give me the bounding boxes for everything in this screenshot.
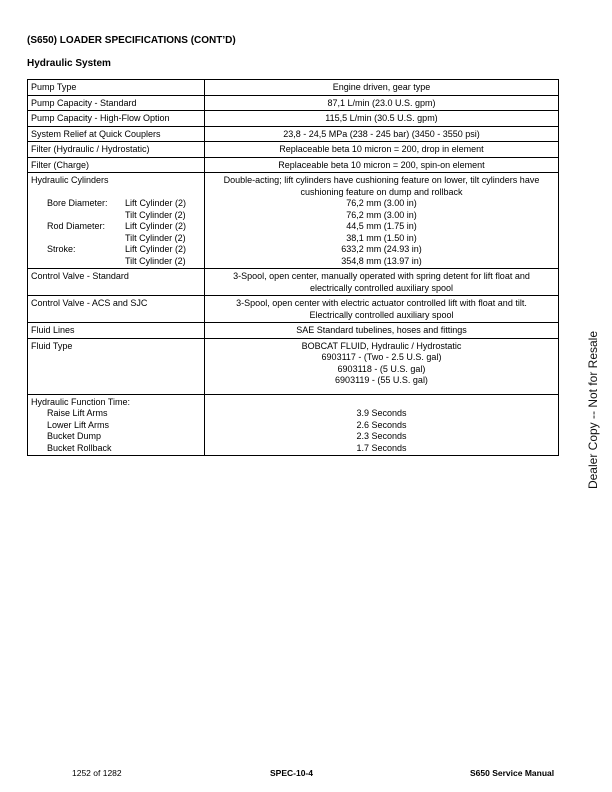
rollback-label: Bucket Rollback: [47, 442, 112, 453]
spec-label: Pump Capacity - Standard: [28, 95, 205, 111]
spec-value: 87,1 L/min (23.0 U.S. gpm): [205, 95, 559, 111]
tilt-cylinder-label: Tilt Cylinder (2): [125, 232, 186, 243]
spec-label: Fluid Lines: [28, 323, 205, 339]
cylinders-desc-line: Double-acting; lift cylinders have cushioning feature on lower, tilt cylinders have: [223, 175, 540, 185]
page-code: SPEC-10-4: [270, 768, 313, 778]
stroke-lift-row: [31, 244, 201, 256]
hydraulic-spec-table: [27, 79, 559, 456]
table-row: [28, 394, 559, 456]
section-title: Hydraulic System: [27, 58, 111, 69]
lift-cylinder-label: Lift Cylinder (2): [125, 244, 187, 254]
raise-value: 3.9 Seconds: [356, 408, 407, 418]
spec-value: [205, 394, 559, 456]
spec-label: [28, 173, 205, 269]
table-row: [28, 157, 559, 173]
dump-value: 2.3 Seconds: [356, 431, 407, 441]
page-heading: (S650) LOADER SPECIFICATIONS (CONT’D): [27, 35, 236, 46]
spec-label: System Relief at Quick Couplers: [28, 126, 205, 142]
table-row: [28, 142, 559, 158]
rod-label: Rod Diameter:: [47, 221, 106, 231]
bore-lift-value: 76,2 mm (3.00 in): [346, 198, 417, 208]
table-row: [28, 296, 559, 323]
cylinders-desc-line: cushioning feature on dump and rollback: [300, 186, 463, 197]
stroke-tilt-value: 354,8 mm (13.97 in): [341, 255, 422, 266]
value-line: 6903118 - (5 U.S. gal): [337, 363, 426, 374]
spec-label: Pump Capacity - High-Flow Option: [28, 111, 205, 127]
dump-label: Bucket Dump: [47, 431, 102, 441]
lower-label: Lower Lift Arms: [47, 419, 110, 430]
spec-value: 115,5 L/min (30.5 U.S. gpm): [205, 111, 559, 127]
bore-tilt-value: 76,2 mm (3.00 in): [346, 209, 417, 220]
rod-lift-row: [31, 221, 201, 233]
value-line: 3-Spool, open center with electric actuator controlled lift with float and tilt.: [236, 298, 527, 308]
spec-label: [28, 394, 205, 456]
table-row: [28, 338, 559, 394]
tilt-cylinder-label: Tilt Cylinder (2): [125, 255, 186, 266]
stroke-label: Stroke:: [47, 244, 76, 254]
spec-value: [205, 269, 559, 296]
stroke-tilt-row: [31, 256, 201, 268]
cylinders-label: Hydraulic Cylinders: [31, 175, 109, 185]
rollback-value: 1.7 Seconds: [356, 442, 407, 453]
raise-label: Raise Lift Arms: [47, 408, 108, 418]
manual-title: S650 Service Manual: [470, 768, 555, 778]
lower-value: 2.6 Seconds: [356, 419, 407, 430]
spec-value: 23,8 - 24,5 MPa (238 - 245 bar) (3450 - 3550 psi): [205, 126, 559, 142]
table-row: [28, 126, 559, 142]
lift-cylinder-label: Lift Cylinder (2): [125, 198, 187, 208]
spec-label: Filter (Charge): [28, 157, 205, 173]
spec-value: [205, 173, 559, 269]
page-count: 1252 of 1282: [72, 768, 122, 778]
spec-value: Replaceable beta 10 micron = 200, drop in element: [205, 142, 559, 158]
stroke-lift-value: 633,2 mm (24.93 in): [341, 244, 422, 254]
value-line: 6903119 - (55 U.S. gal): [335, 375, 428, 385]
table-row: [28, 269, 559, 296]
spec-label: Filter (Hydraulic / Hydrostatic): [28, 142, 205, 158]
table-row: [28, 80, 559, 96]
spec-label: Pump Type: [28, 80, 205, 96]
bore-tilt-row: [31, 210, 201, 222]
spec-value: Engine driven, gear type: [205, 80, 559, 96]
rod-tilt-row: [31, 233, 201, 245]
spec-label: Fluid Type: [28, 338, 205, 394]
rod-tilt-value: 38,1 mm (1.50 in): [346, 232, 417, 243]
value-line: BOBCAT FLUID, Hydraulic / Hydrostatic: [301, 340, 462, 351]
spec-value: SAE Standard tubelines, hoses and fittings: [205, 323, 559, 339]
function-time-label: Hydraulic Function Time:: [31, 396, 131, 407]
spec-value: [205, 296, 559, 323]
dealer-copy-watermark: Dealer Copy -- Not for Resale: [586, 330, 600, 490]
value-line: electrically controlled auxiliary spool: [309, 282, 454, 293]
value-line: 6903117 - (Two - 2.5 U.S. gal): [321, 352, 442, 362]
table-row: [28, 111, 559, 127]
value-line: 3-Spool, open center, manually operated with spring detent for lift float and: [233, 271, 530, 281]
table-row: [28, 95, 559, 111]
table-row: [28, 173, 559, 269]
bore-label: Bore Diameter:: [47, 198, 108, 208]
rod-lift-value: 44,5 mm (1.75 in): [346, 221, 417, 231]
bore-lift-row: [31, 198, 201, 210]
spec-label: Control Valve - ACS and SJC: [28, 296, 205, 323]
table-row: [28, 323, 559, 339]
lift-cylinder-label: Lift Cylinder (2): [125, 221, 187, 231]
spec-label: Control Valve - Standard: [28, 269, 205, 296]
tilt-cylinder-label: Tilt Cylinder (2): [125, 209, 186, 220]
spec-value: [205, 338, 559, 394]
spec-value: Replaceable beta 10 micron = 200, spin-on element: [205, 157, 559, 173]
value-line: Electrically controlled auxiliary spool: [309, 309, 454, 320]
